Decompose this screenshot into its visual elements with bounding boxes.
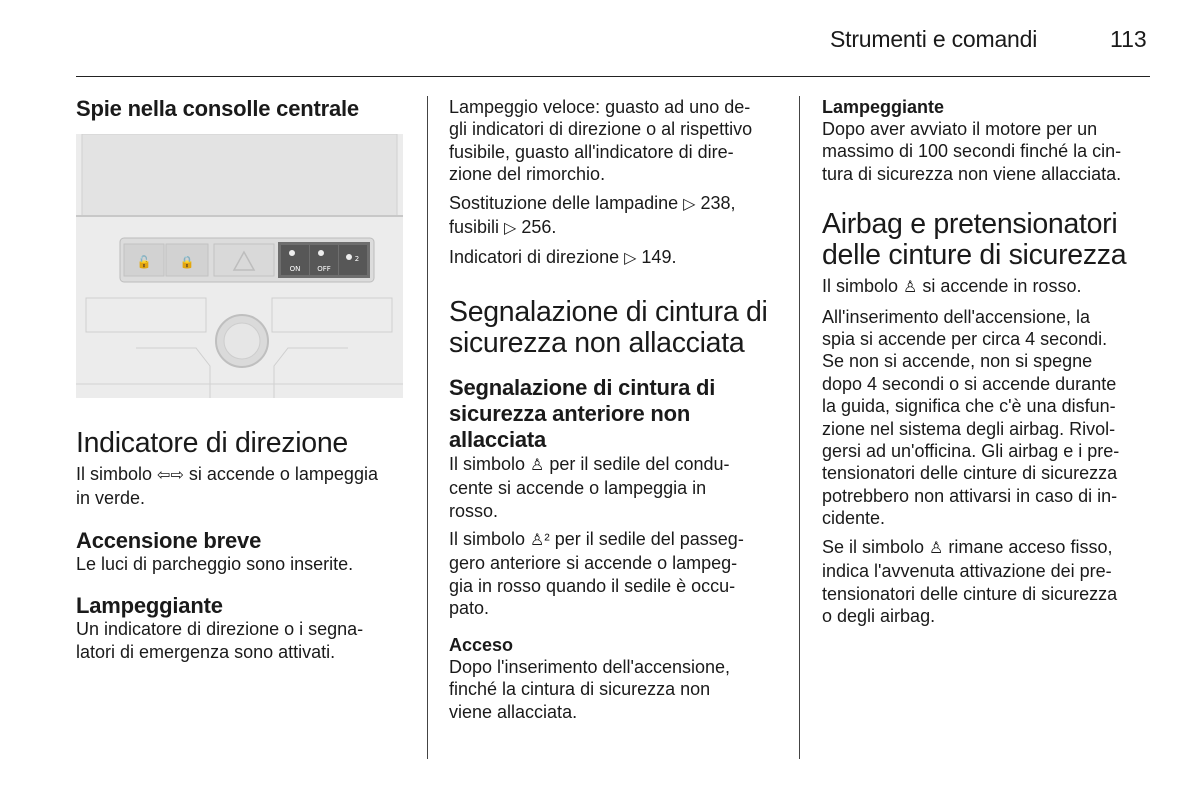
airbag-icon: ♙ (903, 279, 918, 297)
subheading-anteriore (449, 375, 779, 453)
text-line: rosso. (449, 500, 499, 521)
text-run: si accende in rosso. (917, 276, 1082, 297)
console-button-two-label: 2 (354, 255, 360, 263)
text-run: Il simbolo (449, 529, 531, 550)
airbag-icon: ♙ (929, 539, 944, 557)
heading-line: sicurezza anteriore non (449, 400, 691, 426)
section-heading-segnalazione (449, 297, 779, 359)
center-console-figure (76, 134, 403, 398)
console-button-on-label: ON (289, 265, 301, 273)
text-run: Se il simbolo (822, 536, 930, 557)
text-run: latori di emergenza sono attivati. (76, 641, 336, 662)
column-3 (822, 96, 1152, 627)
page-reference-icon: ▷ (683, 195, 696, 213)
heading-line: delle cinture di sicurezza (822, 239, 1127, 272)
subheading-lampeggiante: Lampeggiante (76, 593, 223, 619)
text-line: All'inserimento dell'accensione, la (822, 306, 1091, 327)
text-run: Indicatori di direzione (449, 247, 625, 268)
text-run: Il simbolo (822, 276, 904, 297)
text-line: Se non si accende, non si spegne (822, 351, 1093, 372)
indicatore-paragraph (76, 463, 410, 510)
page-reference-icon: ▷ (504, 220, 517, 238)
text-line: viene allacciata. (449, 701, 578, 722)
text-line: gli indicatori di direzione o al rispettivo (449, 119, 753, 140)
text-line: spia si accende per circa 4 secondi. (822, 329, 1108, 350)
text-line: massimo di 100 secondi finché la cin- (822, 141, 1122, 162)
text-line: Lampeggio veloce: guasto ad uno de- (449, 97, 751, 117)
heading-line: allacciata (449, 426, 547, 452)
lampeggio-paragraph (449, 96, 779, 186)
text-line: Dopo aver avviato il motore per un (822, 119, 1098, 139)
airbag-activation-paragraph (822, 536, 1152, 628)
subheading-acceso: Acceso (449, 634, 514, 655)
section-heading-indicatore: Indicatore di direzione (76, 427, 348, 459)
text-run: 149. (636, 247, 677, 268)
text-line: tensionatori delle cinture di sicurezza (822, 463, 1118, 484)
sostituzione-paragraph (449, 192, 779, 241)
passenger-seatbelt-icon: ♙² (530, 532, 550, 550)
heading-line: Segnalazione di cintura di (449, 374, 716, 400)
heading-line: sicurezza non allacciata (449, 326, 745, 359)
column-divider-2 (799, 96, 800, 759)
lampeggiante-paragraph-3 (822, 118, 1152, 185)
text-run: Il simbolo (449, 453, 531, 474)
text-line: gersi ad un'officina. Gli airbag e i pre- (822, 441, 1120, 462)
text-line: gia in rosso quando il sedile è occu- (449, 575, 736, 596)
text-line: finché la cintura di sicurezza non (449, 679, 711, 700)
text-line: indica l'avvenuta attivazione dei pre- (822, 561, 1112, 582)
conducente-paragraph (449, 453, 779, 522)
passeggero-paragraph (449, 528, 779, 620)
text-line: potrebbero non attivarsi in caso di in- (822, 485, 1118, 506)
text-run: rimane acceso fisso, (943, 536, 1113, 557)
text-line: fusibile, guasto all'indicatore di dire- (449, 141, 734, 162)
acceso-paragraph (449, 656, 779, 723)
section-heading-spie: Spie nella consolle centrale (76, 96, 359, 121)
text-run: Sostituzione delle lampadine (449, 192, 684, 213)
text-line: tensionatori delle cinture di sicurezza (822, 583, 1118, 604)
column-1-lower (76, 428, 410, 663)
text-line: tura di sicurezza non viene allacciata. (822, 163, 1122, 184)
svg-text:🔓: 🔓 (136, 255, 152, 269)
page-reference-icon: ▷ (624, 250, 637, 268)
section-heading-airbag (822, 209, 1152, 271)
page-number: 113 (1110, 26, 1147, 52)
text-line: gero anteriore si accende o lampeg- (449, 553, 738, 574)
text-line: zione nel sistema degli airbag. Rivol- (822, 418, 1116, 439)
airbag-symbol-paragraph (822, 275, 1152, 299)
text-line: cente si accende o lampeggia in (449, 478, 707, 499)
text-run: per il sedile del passeg- (549, 529, 744, 550)
text-line: Dopo l'inserimento dell'accensione, (449, 656, 731, 677)
text-run: per il sedile del condu- (544, 453, 730, 474)
text-line: pato. (449, 598, 490, 619)
turn-signal-icon: ⇦⇨ (157, 467, 184, 484)
column-1 (76, 96, 410, 121)
accensione-paragraph: Le luci di parcheggio sono inserite. (76, 553, 354, 574)
text-line: zione del rimorchio. (449, 164, 606, 185)
text-line: dopo 4 secondi o si accende durante (822, 373, 1117, 394)
text-run: si accende o lampeggia (183, 464, 378, 484)
heading-line: Segnalazione di cintura di (449, 295, 768, 328)
subheading-lampeggiante-3: Lampeggiante (822, 97, 945, 117)
text-run: 256. (516, 217, 557, 238)
text-run: Un indicatore di direzione o i segna- (76, 619, 364, 640)
column-2 (449, 96, 779, 723)
text-run: Il simbolo (76, 464, 158, 484)
text-line: la guida, significa che c'è una disfun- (822, 396, 1116, 417)
column-divider-1 (427, 96, 428, 759)
lampeggiante-paragraph (76, 618, 410, 663)
text-run: fusibili (449, 217, 505, 238)
svg-text:🔒: 🔒 (179, 255, 195, 269)
airbag-description-paragraph (822, 306, 1152, 530)
heading-line: Airbag e pretensionatori (822, 208, 1118, 241)
text-run: 238, (695, 192, 736, 213)
console-button-off-label: OFF (317, 265, 331, 273)
text-line: cidente. (822, 508, 886, 529)
text-run: in verde. (76, 488, 146, 509)
subheading-accensione: Accensione breve (76, 527, 262, 553)
running-header-title: Strumenti e comandi (830, 26, 1038, 52)
seatbelt-icon: ♙ (530, 456, 545, 474)
header-rule (76, 76, 1150, 77)
text-line: o degli airbag. (822, 605, 936, 626)
indicatori-reference-paragraph (449, 246, 779, 270)
